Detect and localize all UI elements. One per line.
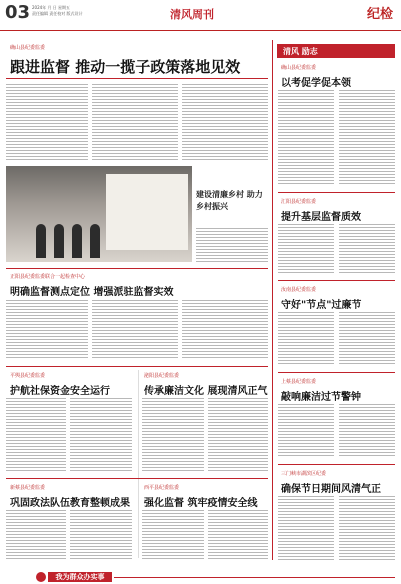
row1-mid-headline: 传承廉洁文化 展现清风正气 xyxy=(144,386,268,397)
row1-mid-body-col1 xyxy=(142,398,204,474)
right1-headline: 以考促学促本领 xyxy=(281,78,351,89)
column-divider xyxy=(272,40,273,560)
row2-left-headline: 巩固政法队伍教育整顿成果 xyxy=(10,498,130,509)
row2-left-body-col1 xyxy=(6,510,66,562)
row2-mid-headline: 强化监督 筑牢疫情安全线 xyxy=(144,498,258,509)
right5-body-col2 xyxy=(339,496,395,562)
row-divider xyxy=(138,370,139,558)
photo-person xyxy=(90,224,100,258)
mid-body-col1 xyxy=(6,300,88,362)
right3-body-col1 xyxy=(278,312,334,368)
photo-person xyxy=(36,224,46,258)
lead-headline: 跟进监督 推动一揽子政策落地见效 xyxy=(10,58,241,76)
right4-headline: 敲响廉洁过节警钟 xyxy=(281,392,361,403)
row1-mid-body-col2 xyxy=(208,398,268,474)
row2-left-kicker: 新蔡县纪委监委 xyxy=(10,485,46,491)
footer-circle-icon xyxy=(36,572,46,582)
mid-body-col2 xyxy=(92,300,178,362)
right3-kicker: 汝南县纪委监委 xyxy=(281,287,317,293)
right1-body-col1 xyxy=(278,90,334,186)
right-rule xyxy=(278,280,395,281)
mid-rule xyxy=(6,268,268,269)
row2-mid-body-col2 xyxy=(208,510,268,562)
right1-kicker: 确山县纪委监委 xyxy=(281,65,317,71)
photo-person xyxy=(54,224,64,258)
right1-body-col2 xyxy=(339,90,395,186)
right4-body-col2 xyxy=(339,404,395,460)
footer-rule xyxy=(114,577,395,578)
right3-body-col2 xyxy=(339,312,395,368)
row1-rule xyxy=(6,366,268,367)
section-title: 纪检 xyxy=(366,7,393,22)
mid-body-col3 xyxy=(182,300,268,362)
header-editors: 责任编辑 责任校对 版式设计 xyxy=(32,11,83,16)
header-date: 2024年 月 日 星期五 xyxy=(32,5,70,10)
row1-left-headline: 护航社保资金安全运行 xyxy=(10,386,110,397)
right4-body-col1 xyxy=(278,404,334,460)
row1-left-body-col2 xyxy=(70,398,132,474)
row2-rule xyxy=(6,478,268,479)
photo-wall xyxy=(106,174,188,250)
lead-body-col3 xyxy=(182,84,268,162)
right5-kicker: 三门峡市湖滨区纪委 xyxy=(281,471,327,477)
row2-mid-kicker: 西平县纪委监委 xyxy=(144,485,180,491)
photo-caption xyxy=(196,228,268,264)
footer-label: 我为群众办实事 xyxy=(48,572,112,582)
row2-mid-body-col1 xyxy=(142,510,204,562)
right3-headline: 守好"节点"过廉节 xyxy=(281,300,362,311)
right5-headline: 确保节日期间风清气正 xyxy=(281,484,381,495)
right-rule xyxy=(278,372,395,373)
photo-person xyxy=(72,224,82,258)
right2-kicker: 汇阳县纪委监委 xyxy=(281,199,317,205)
masthead: 清风周刊 xyxy=(170,8,214,21)
column-banner: 清风 励志 xyxy=(277,44,395,58)
header-meta xyxy=(32,5,83,17)
page-header xyxy=(0,0,401,31)
right4-kicker: 上蔡县纪委监委 xyxy=(281,379,317,385)
footer-banner xyxy=(0,568,401,584)
lead-kicker: 确山县纪委监委 xyxy=(10,45,46,51)
right-rule xyxy=(278,192,395,193)
photo-title: 建设清廉乡村 助力乡村振兴 xyxy=(196,189,263,211)
right5-body-col1 xyxy=(278,496,334,562)
lead-rule xyxy=(6,78,268,79)
row1-left-body-col1 xyxy=(6,398,66,474)
mid-headline: 明确监督测点定位 增强派驻监督实效 xyxy=(10,287,174,298)
right2-body-col2 xyxy=(339,224,395,276)
row1-left-kicker: 平舆县纪委监委 xyxy=(10,373,46,379)
row1-mid-kicker: 泌阳县纪委监委 xyxy=(144,373,180,379)
lead-photo xyxy=(6,166,192,262)
lead-body-col1 xyxy=(6,84,88,162)
mid-kicker: 正阳县纪委监委联合一起检查中心 xyxy=(10,274,86,280)
lead-body-col2 xyxy=(92,84,178,162)
right2-body-col1 xyxy=(278,224,334,276)
page-number: 03 xyxy=(5,2,31,23)
row2-left-body-col2 xyxy=(70,510,132,562)
right-rule xyxy=(278,464,395,465)
right2-headline: 提升基层监督质效 xyxy=(281,212,361,223)
